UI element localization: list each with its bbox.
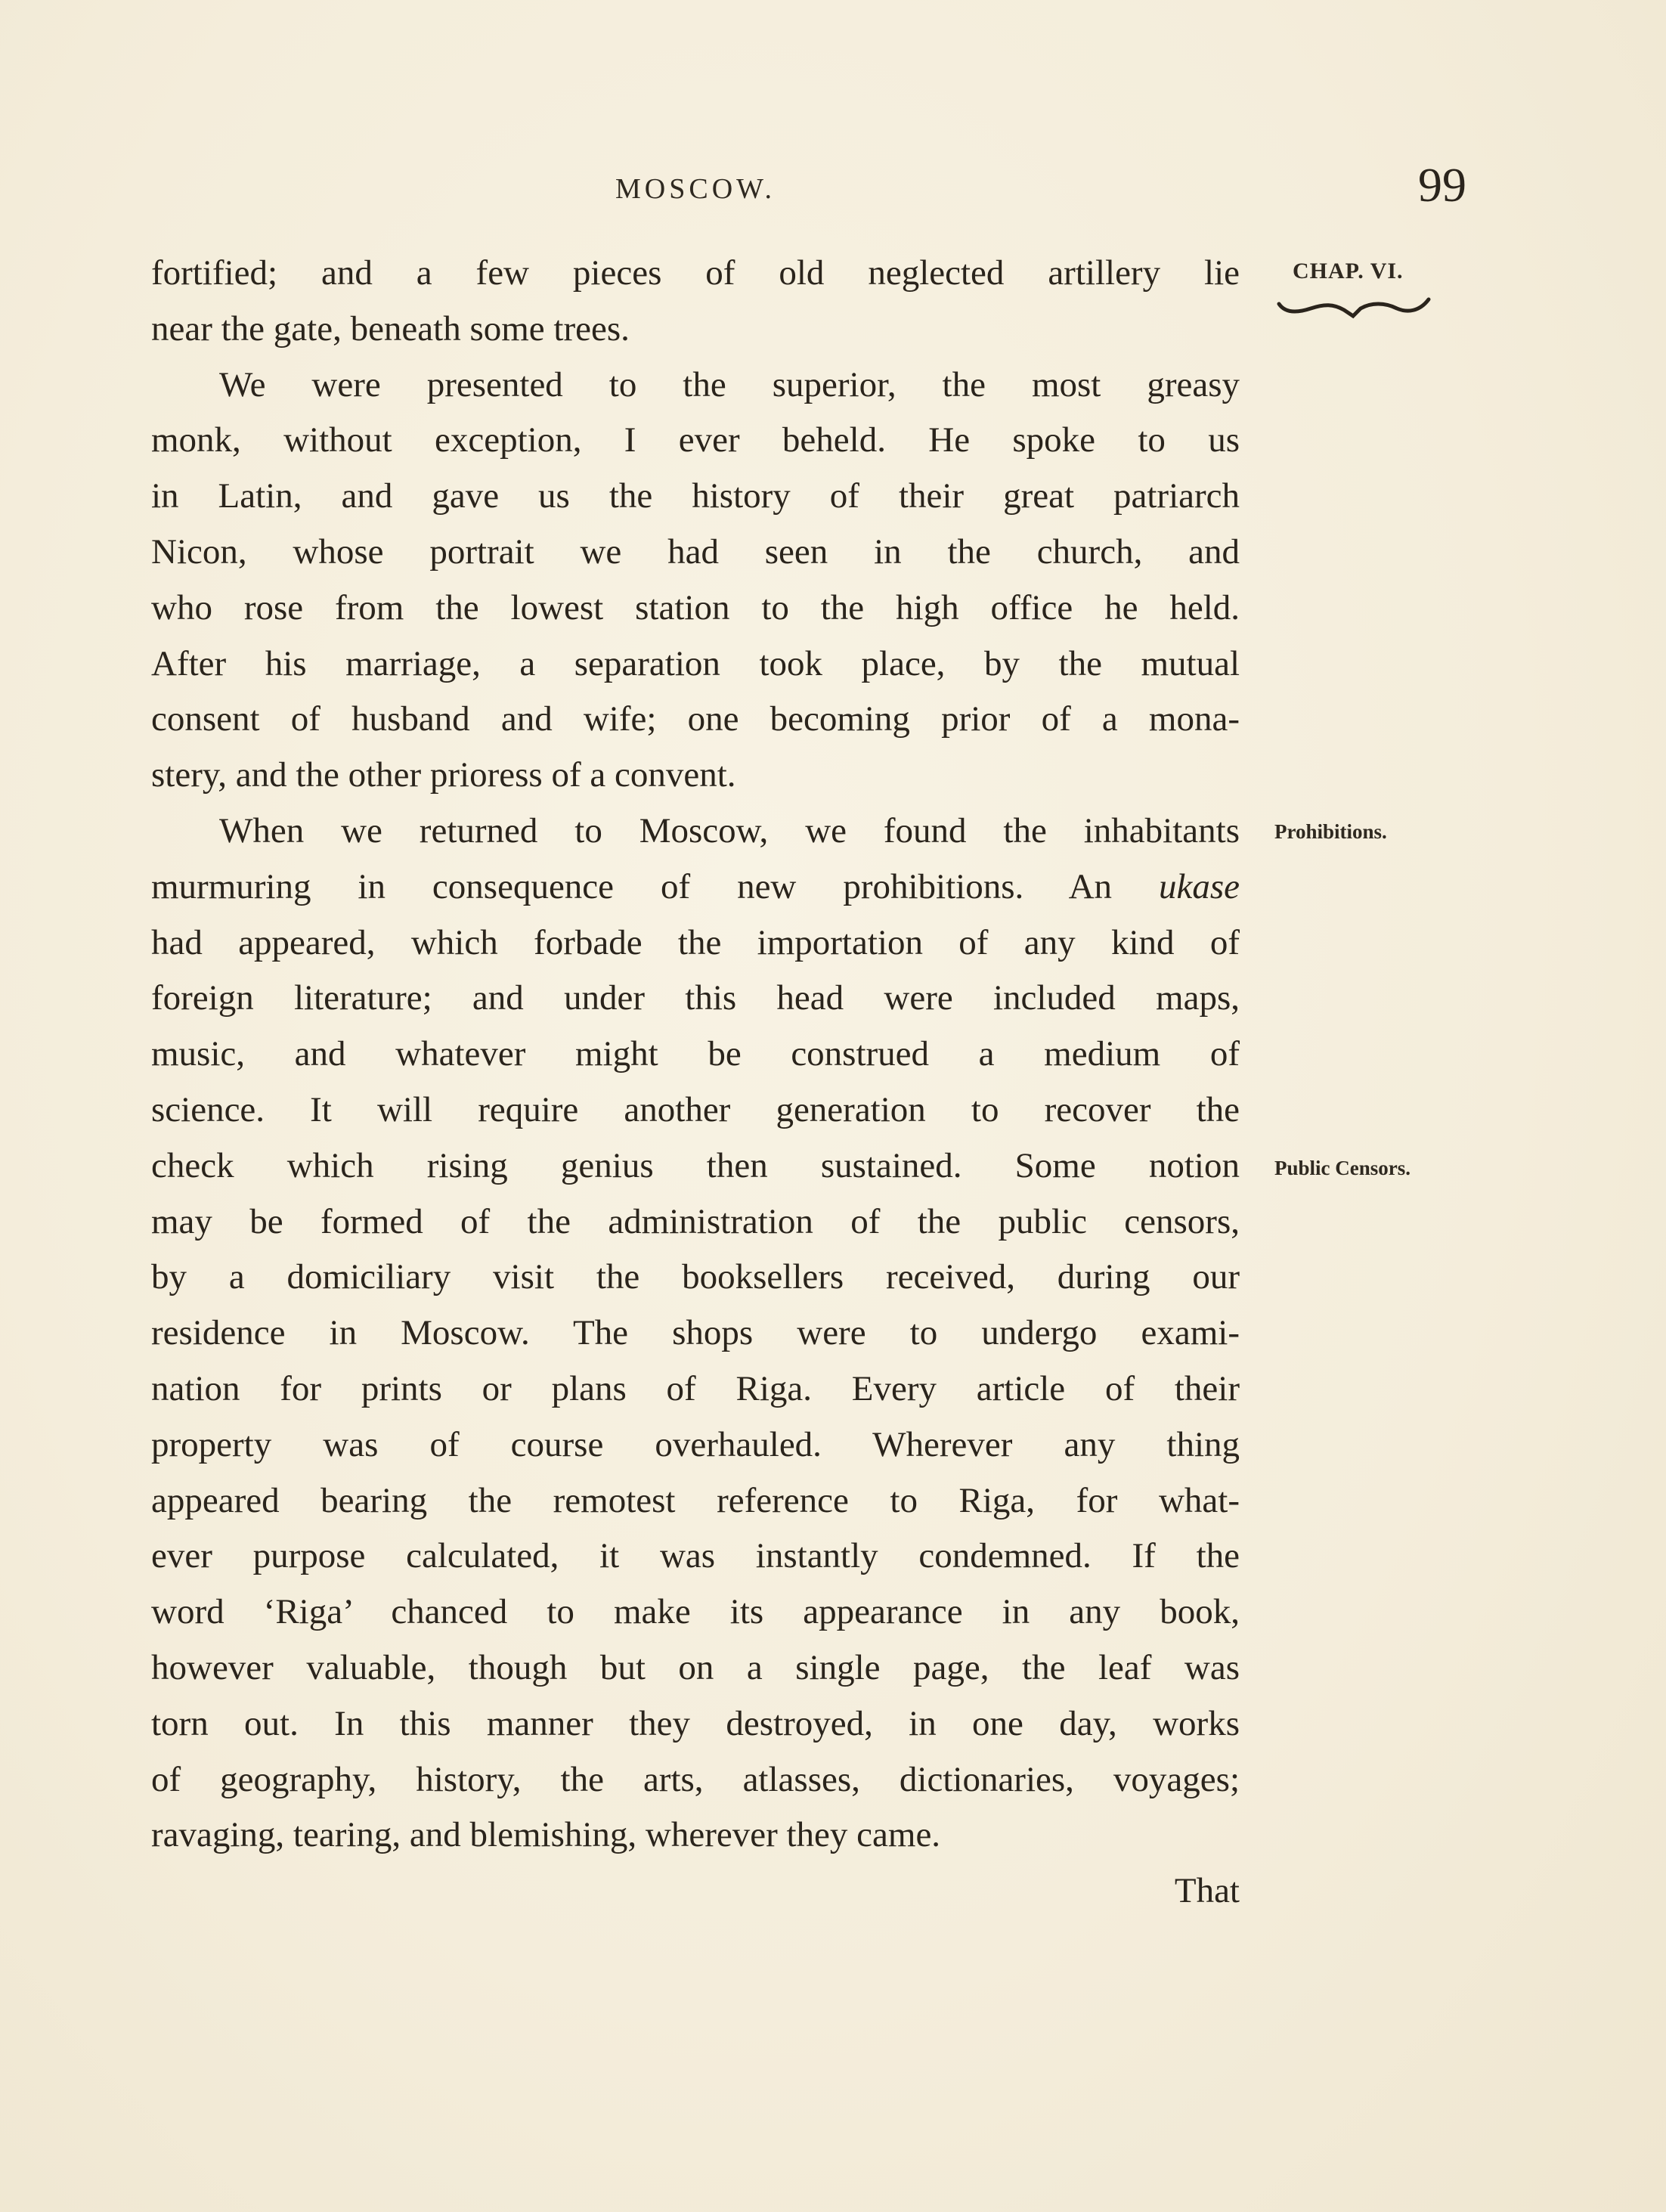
text-line: When we returned to Moscow, we found the inhabitants (219, 810, 1240, 850)
page-number: 99 (1418, 158, 1466, 212)
text-line: by a domiciliary visit the booksellers received, during our (151, 1257, 1240, 1297)
chapter-swash-ornament (1274, 293, 1433, 324)
text-line: property was of course overhauled. Wherever any thing (151, 1424, 1240, 1464)
italic-term: ukase (1159, 866, 1240, 906)
margin-note-prohibitions: Prohibitions. (1274, 820, 1387, 843)
text-line: of geography, history, the arts, atlasses, dictionaries, voyages; (151, 1759, 1240, 1799)
text-line: ever purpose calculated, it was instantly condemned. If the (151, 1536, 1240, 1576)
text-line: foreign literature; and under this head were included maps, (151, 978, 1240, 1018)
text-line: near the gate, beneath some trees. (151, 308, 630, 349)
text-line: monk, without exception, I ever beheld. He spoke to us (151, 420, 1240, 460)
text-line: nation for prints or plans of Riga. Every article of their (151, 1368, 1240, 1408)
catchword: That (1174, 1871, 1240, 1911)
running-title: MOSCOW. (615, 173, 776, 205)
text-line: had appeared, which forbade the importation of any kind of (151, 922, 1240, 962)
text-line: residence in Moscow. The shops were to undergo exami- (151, 1313, 1240, 1353)
text-line: stery, and the other prioress of a convent. (151, 755, 736, 795)
text-line-part: murmuring in consequence of new prohibitions. An (151, 866, 1113, 906)
text-line: We were presented to the superior, the most greasy (219, 364, 1240, 404)
text-line: consent of husband and wife; one becoming prior of a mona- (151, 699, 1240, 739)
text-line: ravaging, tearing, and blemishing, wherever they came. (151, 1815, 941, 1855)
text-line: appeared bearing the remotest reference to Riga, for what- (151, 1480, 1240, 1520)
text-line: however valuable, though but on a single page, the leaf was (151, 1647, 1240, 1687)
chapter-marker: CHAP. VI. (1293, 259, 1404, 283)
text-line: Nicon, whose portrait we had seen in the church, and (151, 531, 1240, 572)
body-text (151, 246, 1240, 1919)
text-line: may be formed of the administration of the public censors, (151, 1201, 1240, 1241)
text-line: in Latin, and gave us the history of their great patriarch (151, 476, 1240, 516)
text-line: who rose from the lowest station to the high office he held. (151, 587, 1240, 627)
margin-note-public-censors: Public Censors. (1274, 1157, 1411, 1179)
text-line: After his marriage, a separation took place, by the mutual (151, 643, 1240, 683)
text-line: fortified; and a few pieces of old neglected artillery lie (151, 253, 1240, 293)
text-line: science. It will require another generation to recover the (151, 1089, 1240, 1129)
text-line-with-italic (151, 860, 1240, 915)
text-line: music, and whatever might be construed a medium of (151, 1034, 1240, 1074)
text-line: check which rising genius then sustained. Some notion (151, 1145, 1240, 1185)
text-line: word ‘Riga’ chanced to make its appearance in any book, (151, 1592, 1240, 1632)
text-line: torn out. In this manner they destroyed, in one day, works (151, 1703, 1240, 1743)
